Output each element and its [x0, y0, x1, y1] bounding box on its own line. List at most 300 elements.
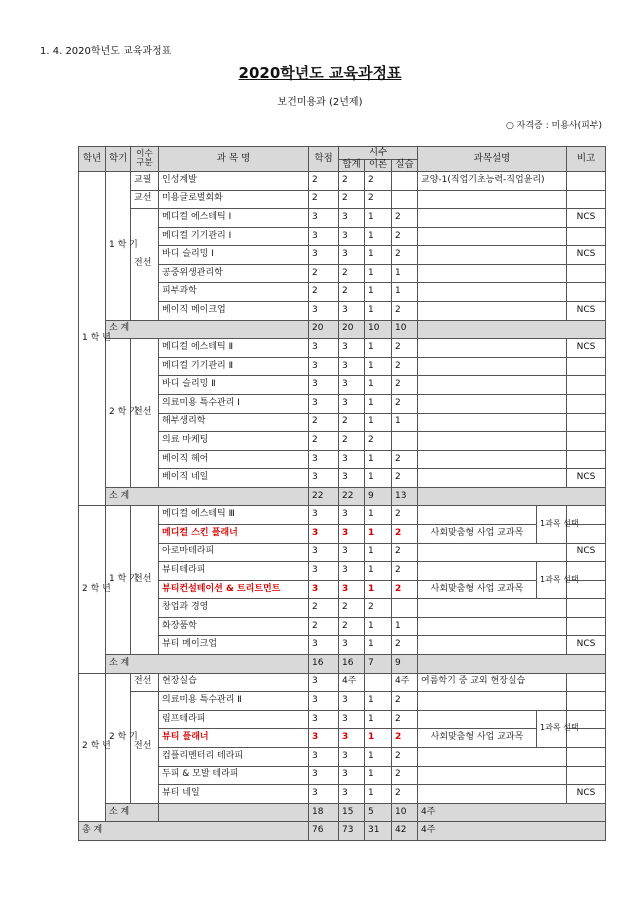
practice-hours-cell: 2 [392, 710, 418, 729]
credit-cell: 3 [309, 785, 339, 804]
table-row [79, 524, 606, 543]
credit-cell: 3 [309, 209, 339, 228]
table-row [79, 432, 606, 451]
practice-hours-cell [392, 190, 418, 209]
subject-name: 의료미용 특수관리 Ⅰ [159, 394, 309, 413]
practice-hours-cell: 2 [392, 227, 418, 246]
total-hours-cell: 3 [339, 785, 365, 804]
table-row [79, 599, 606, 618]
year-1-label: 1 학 년 [79, 172, 106, 506]
total-hours-cell: 2 [339, 617, 365, 636]
subject-name: 아로마테라피 [159, 543, 309, 562]
table-row [79, 673, 606, 692]
practice-hours-cell: 1 [392, 617, 418, 636]
credit-cell: 3 [309, 394, 339, 413]
qualification-note: ○ 자격증 : 미용사(피부) [505, 121, 602, 131]
subject-name: 현장실습 [159, 673, 309, 692]
practice-hours-cell [392, 599, 418, 618]
subtotal-practice: 10 [392, 803, 418, 822]
practice-hours-cell [392, 172, 418, 191]
description-cell [418, 636, 567, 655]
practice-hours-cell: 2 [392, 394, 418, 413]
semester-label: 2 학 기 [106, 673, 131, 803]
total-hours-cell: 3 [339, 766, 365, 785]
remark-cell: NCS [567, 469, 606, 488]
credit-cell: 3 [309, 543, 339, 562]
table-row [79, 357, 606, 376]
credit-cell: 2 [309, 413, 339, 432]
total-hours-cell: 2 [339, 432, 365, 451]
theory-hours-cell: 2 [365, 432, 392, 451]
subtotal-theory: 5 [365, 803, 392, 822]
practice-hours-cell: 2 [392, 524, 418, 543]
category-cell: 전선 [131, 209, 159, 320]
subtotal-theory: 9 [365, 487, 392, 506]
subject-name: 메디컬 기기관리 Ⅱ [159, 357, 309, 376]
subject-name: 의료미용 특수관리 Ⅱ [159, 692, 309, 711]
practice-hours-cell: 2 [392, 692, 418, 711]
total-hours-cell: 2 [339, 283, 365, 302]
subject-name: 피부과학 [159, 283, 309, 302]
table-row [79, 246, 606, 265]
practice-hours-cell: 2 [392, 543, 418, 562]
practice-hours-cell: 2 [392, 729, 418, 748]
theory-hours-cell: 1 [365, 469, 392, 488]
category-cell: 교필 [131, 172, 159, 191]
practice-hours-cell: 2 [392, 766, 418, 785]
subtotal-empty [418, 487, 606, 506]
remark-cell: NCS [567, 543, 606, 562]
credit-cell: 3 [309, 747, 339, 766]
practice-hours-cell: 2 [392, 302, 418, 321]
table-row [79, 692, 606, 711]
credit-cell: 2 [309, 432, 339, 451]
page-title-text: 2020학년도 교육과정표 [238, 64, 402, 82]
description-cell [418, 394, 567, 413]
table-row [79, 580, 606, 599]
subject-name: 바디 슬리밍 Ⅱ [159, 376, 309, 395]
subject-name: 뷰티컨설테이션 & 트리트먼트 [159, 580, 309, 599]
theory-hours-cell: 1 [365, 562, 392, 581]
theory-hours-cell: 1 [365, 729, 392, 748]
description-cell: 교양-1(직업기초능력-직업윤리) [418, 172, 567, 191]
total-hours-cell: 2 [339, 413, 365, 432]
page-title [0, 62, 640, 83]
description-cell [418, 692, 567, 711]
total-hours-cell: 3 [339, 710, 365, 729]
credit-cell: 3 [309, 562, 339, 581]
total-hours-cell: 3 [339, 339, 365, 358]
total-hours-cell: 3 [339, 543, 365, 562]
theory-hours-cell: 1 [365, 413, 392, 432]
category-cell: 전선 [131, 673, 159, 692]
table-row [79, 469, 606, 488]
table-row [79, 785, 606, 804]
practice-hours-cell: 2 [392, 506, 418, 525]
remark-cell: NCS [567, 785, 606, 804]
remark-cell [567, 376, 606, 395]
total-hours-cell: 2 [339, 172, 365, 191]
header-total: 합계 [339, 160, 365, 172]
credit-cell: 2 [309, 599, 339, 618]
remark-cell [567, 747, 606, 766]
subject-name: 림프테라피 [159, 710, 309, 729]
credit-cell: 3 [309, 469, 339, 488]
remark-cell [567, 394, 606, 413]
subject-name: 메디컬 스킨 플래너 [159, 524, 309, 543]
theory-hours-cell: 1 [365, 339, 392, 358]
theory-hours-cell [365, 673, 392, 692]
remark-cell [567, 283, 606, 302]
category-cell: 전선 [131, 339, 159, 488]
total-hours-cell: 3 [339, 469, 365, 488]
total-hours-cell: 2 [339, 264, 365, 283]
description-cell [418, 190, 567, 209]
practice-hours-cell: 1 [392, 283, 418, 302]
grand-total-practice: 42 [392, 822, 418, 841]
total-hours-cell: 3 [339, 692, 365, 711]
table-row [79, 227, 606, 246]
choice-note: 1과목 선택 [537, 710, 567, 747]
credit-cell: 3 [309, 246, 339, 265]
credit-cell: 3 [309, 636, 339, 655]
total-hours-cell: 3 [339, 376, 365, 395]
subtotal-empty [418, 655, 606, 674]
subtotal-practice: 13 [392, 487, 418, 506]
subject-name: 뷰티 메이크업 [159, 636, 309, 655]
total-hours-cell: 3 [339, 246, 365, 265]
total-hours-cell: 3 [339, 209, 365, 228]
credit-cell: 3 [309, 339, 339, 358]
header-semester: 학기 [106, 147, 131, 172]
header-credit: 학점 [309, 147, 339, 172]
total-hours-cell: 3 [339, 729, 365, 748]
remark-cell [567, 264, 606, 283]
subject-name: 화장품학 [159, 617, 309, 636]
subtotal-total: 16 [339, 655, 365, 674]
subject-name: 메디컬 에스테틱 Ⅲ [159, 506, 309, 525]
subtotal-row [79, 320, 606, 339]
table-row [79, 172, 606, 191]
table-row [79, 506, 606, 525]
subject-name: 뷰티 플래너 [159, 729, 309, 748]
table-row [79, 766, 606, 785]
credit-cell: 3 [309, 729, 339, 748]
practice-hours-cell: 2 [392, 469, 418, 488]
category-cell: 교선 [131, 190, 159, 209]
semester-label: 1 학 기 [106, 172, 131, 321]
header-subject: 과 목 명 [159, 147, 309, 172]
grand-total-theory: 31 [365, 822, 392, 841]
credit-cell: 3 [309, 357, 339, 376]
description-cell: 여름학기 중 교외 현장실습 [418, 673, 567, 692]
subject-name: 공중위생관리학 [159, 264, 309, 283]
theory-hours-cell: 1 [365, 747, 392, 766]
description-cell [418, 469, 567, 488]
subtotal-row [79, 803, 606, 822]
total-hours-cell: 3 [339, 450, 365, 469]
subtotal-total: 15 [339, 803, 365, 822]
theory-hours-cell: 1 [365, 227, 392, 246]
table-row [79, 413, 606, 432]
grand-total-label: 총 계 [79, 822, 309, 841]
subject-name: 인성계발 [159, 172, 309, 191]
total-hours-cell: 3 [339, 394, 365, 413]
practice-hours-cell: 2 [392, 450, 418, 469]
credit-cell: 2 [309, 264, 339, 283]
practice-hours-cell: 2 [392, 636, 418, 655]
practice-hours-cell: 2 [392, 246, 418, 265]
theory-hours-cell: 1 [365, 264, 392, 283]
subject-name: 뷰티 네일 [159, 785, 309, 804]
practice-hours-cell: 2 [392, 376, 418, 395]
description-cell: 사회맞춤형 사업 교과목 [418, 729, 537, 748]
grand-total-weeks: 4주 [418, 822, 606, 841]
description-cell [418, 710, 537, 729]
subtotal-theory: 10 [365, 320, 392, 339]
theory-hours-cell: 1 [365, 302, 392, 321]
subject-name: 미용글로벌회화 [159, 190, 309, 209]
description-cell [418, 209, 567, 228]
subtotal-label: 소 계 [106, 655, 309, 674]
subtotal-theory: 7 [365, 655, 392, 674]
subject-name: 메디컬 기기관리 Ⅰ [159, 227, 309, 246]
credit-cell: 2 [309, 190, 339, 209]
remark-cell: NCS [567, 209, 606, 228]
header-description: 과목설명 [418, 147, 567, 172]
theory-hours-cell: 2 [365, 172, 392, 191]
credit-cell: 3 [309, 376, 339, 395]
description-cell [418, 227, 567, 246]
theory-hours-cell: 1 [365, 283, 392, 302]
credit-cell: 3 [309, 524, 339, 543]
description-cell [418, 617, 567, 636]
table-row [79, 339, 606, 358]
remark-cell [567, 357, 606, 376]
credit-cell: 2 [309, 172, 339, 191]
category-cell: 전선 [131, 506, 159, 655]
theory-hours-cell: 1 [365, 580, 392, 599]
table-row [79, 283, 606, 302]
total-hours-cell: 3 [339, 506, 365, 525]
credit-cell: 2 [309, 283, 339, 302]
remark-cell [567, 450, 606, 469]
choice-note: 1과목 선택 [537, 562, 567, 599]
description-cell [418, 747, 567, 766]
remark-cell [567, 599, 606, 618]
theory-hours-cell: 1 [365, 376, 392, 395]
remark-cell [567, 673, 606, 692]
credit-cell: 3 [309, 506, 339, 525]
remark-cell: NCS [567, 246, 606, 265]
subject-name: 베이직 헤어 [159, 450, 309, 469]
theory-hours-cell: 1 [365, 766, 392, 785]
remark-cell: NCS [567, 339, 606, 358]
table-row [79, 450, 606, 469]
table-row [79, 209, 606, 228]
table-row [79, 562, 606, 581]
category-cell: 전선 [131, 692, 159, 803]
practice-hours-cell: 2 [392, 747, 418, 766]
description-cell [418, 246, 567, 265]
table-row [79, 747, 606, 766]
description-cell: 사회맞춤형 사업 교과목 [418, 580, 537, 599]
subtotal-practice: 9 [392, 655, 418, 674]
description-cell [418, 413, 567, 432]
table-row [79, 636, 606, 655]
subtotal-row [79, 487, 606, 506]
total-hours-cell: 2 [339, 190, 365, 209]
table-row [79, 376, 606, 395]
description-cell [418, 543, 567, 562]
credit-cell: 3 [309, 692, 339, 711]
header-hours: 시수 [339, 147, 418, 160]
description-cell [418, 766, 567, 785]
theory-hours-cell: 1 [365, 394, 392, 413]
subtotal-credit: 16 [309, 655, 339, 674]
table-row [79, 394, 606, 413]
theory-hours-cell: 1 [365, 246, 392, 265]
practice-hours-cell: 2 [392, 562, 418, 581]
remark-cell [567, 227, 606, 246]
remark-cell [567, 413, 606, 432]
remark-cell [567, 172, 606, 191]
description-cell [418, 376, 567, 395]
subject-name: 컴플리멘터리 테라피 [159, 747, 309, 766]
practice-hours-cell: 4주 [392, 673, 418, 692]
remark-cell [567, 692, 606, 711]
description-cell [418, 450, 567, 469]
total-hours-cell: 3 [339, 524, 365, 543]
credit-cell: 3 [309, 710, 339, 729]
description-cell: 사회맞춤형 사업 교과목 [418, 524, 537, 543]
practice-hours-cell: 2 [392, 357, 418, 376]
subject-name: 뷰티테라피 [159, 562, 309, 581]
table-row [79, 543, 606, 562]
theory-hours-cell: 1 [365, 450, 392, 469]
department-subtitle: 보건미용과 (2년제) [277, 97, 363, 108]
total-hours-cell: 3 [339, 357, 365, 376]
header-practice: 실습 [392, 160, 418, 172]
description-cell [418, 599, 567, 618]
subtotal-weeks: 4주 [418, 803, 606, 822]
theory-hours-cell: 2 [365, 599, 392, 618]
table-row [79, 190, 606, 209]
subtotal-empty [418, 320, 606, 339]
subtotal-practice: 10 [392, 320, 418, 339]
theory-hours-cell: 1 [365, 524, 392, 543]
table-row [79, 729, 606, 748]
credit-cell: 3 [309, 227, 339, 246]
practice-hours-cell: 1 [392, 413, 418, 432]
practice-hours-cell: 2 [392, 580, 418, 599]
credit-cell: 3 [309, 450, 339, 469]
header-theory: 이론 [365, 160, 392, 172]
subject-name: 의료 마케팅 [159, 432, 309, 451]
theory-hours-cell: 1 [365, 636, 392, 655]
subtotal-row [79, 655, 606, 674]
table-row [79, 710, 606, 729]
theory-hours-cell: 1 [365, 357, 392, 376]
remark-cell: NCS [567, 636, 606, 655]
practice-hours-cell: 2 [392, 209, 418, 228]
subtotal-label: 소 계 [106, 487, 309, 506]
description-cell [418, 432, 567, 451]
table-row [79, 617, 606, 636]
choice-note: 1과목 선택 [537, 506, 567, 543]
subtotal-blank [159, 803, 309, 822]
description-cell [418, 506, 537, 525]
remark-cell [567, 432, 606, 451]
theory-hours-cell: 1 [365, 617, 392, 636]
practice-hours-cell: 1 [392, 264, 418, 283]
total-hours-cell: 3 [339, 580, 365, 599]
semester-label: 1 학 기 [106, 506, 131, 655]
header-year: 학년 [79, 147, 106, 172]
total-hours-cell: 3 [339, 747, 365, 766]
total-hours-cell: 2 [339, 599, 365, 618]
remark-cell [567, 190, 606, 209]
credit-cell: 3 [309, 766, 339, 785]
total-hours-cell: 3 [339, 227, 365, 246]
header-row-1 [79, 147, 606, 160]
subject-name: 두피 & 모발 테라피 [159, 766, 309, 785]
theory-hours-cell: 1 [365, 543, 392, 562]
subtotal-credit: 20 [309, 320, 339, 339]
subject-name: 해부생리학 [159, 413, 309, 432]
section-heading: 1. 4. 2020학년도 교육과정표 [40, 46, 172, 57]
credit-cell: 3 [309, 673, 339, 692]
table-row [79, 302, 606, 321]
remark-cell [567, 766, 606, 785]
subtotal-credit: 22 [309, 487, 339, 506]
description-cell [418, 283, 567, 302]
theory-hours-cell: 2 [365, 190, 392, 209]
theory-hours-cell: 1 [365, 710, 392, 729]
description-cell [418, 339, 567, 358]
curriculum-table [78, 146, 606, 841]
description-cell [418, 785, 567, 804]
practice-hours-cell [392, 432, 418, 451]
header-category: 이수 구분 [131, 147, 159, 172]
subtotal-total: 20 [339, 320, 365, 339]
practice-hours-cell: 2 [392, 785, 418, 804]
subtotal-label: 소 계 [106, 320, 309, 339]
grand-total-total: 73 [339, 822, 365, 841]
semester-label: 2 학 기 [106, 339, 131, 488]
year-2-label: 2 학 년 [79, 506, 106, 673]
description-cell [418, 302, 567, 321]
theory-hours-cell: 1 [365, 692, 392, 711]
remark-cell: NCS [567, 302, 606, 321]
theory-hours-cell: 1 [365, 209, 392, 228]
credit-cell: 2 [309, 617, 339, 636]
subject-name: 베이직 메이크업 [159, 302, 309, 321]
theory-hours-cell: 1 [365, 506, 392, 525]
total-hours-cell: 4주 [339, 673, 365, 692]
subject-name: 메디컬 에스테틱 Ⅰ [159, 209, 309, 228]
subject-name: 바디 슬리밍 Ⅰ [159, 246, 309, 265]
description-cell [418, 264, 567, 283]
credit-cell: 3 [309, 302, 339, 321]
grand-total-credit: 76 [309, 822, 339, 841]
description-cell [418, 357, 567, 376]
total-hours-cell: 3 [339, 302, 365, 321]
header-remark: 비고 [567, 147, 606, 172]
subject-name: 베이직 네일 [159, 469, 309, 488]
subtotal-credit: 18 [309, 803, 339, 822]
subtotal-total: 22 [339, 487, 365, 506]
